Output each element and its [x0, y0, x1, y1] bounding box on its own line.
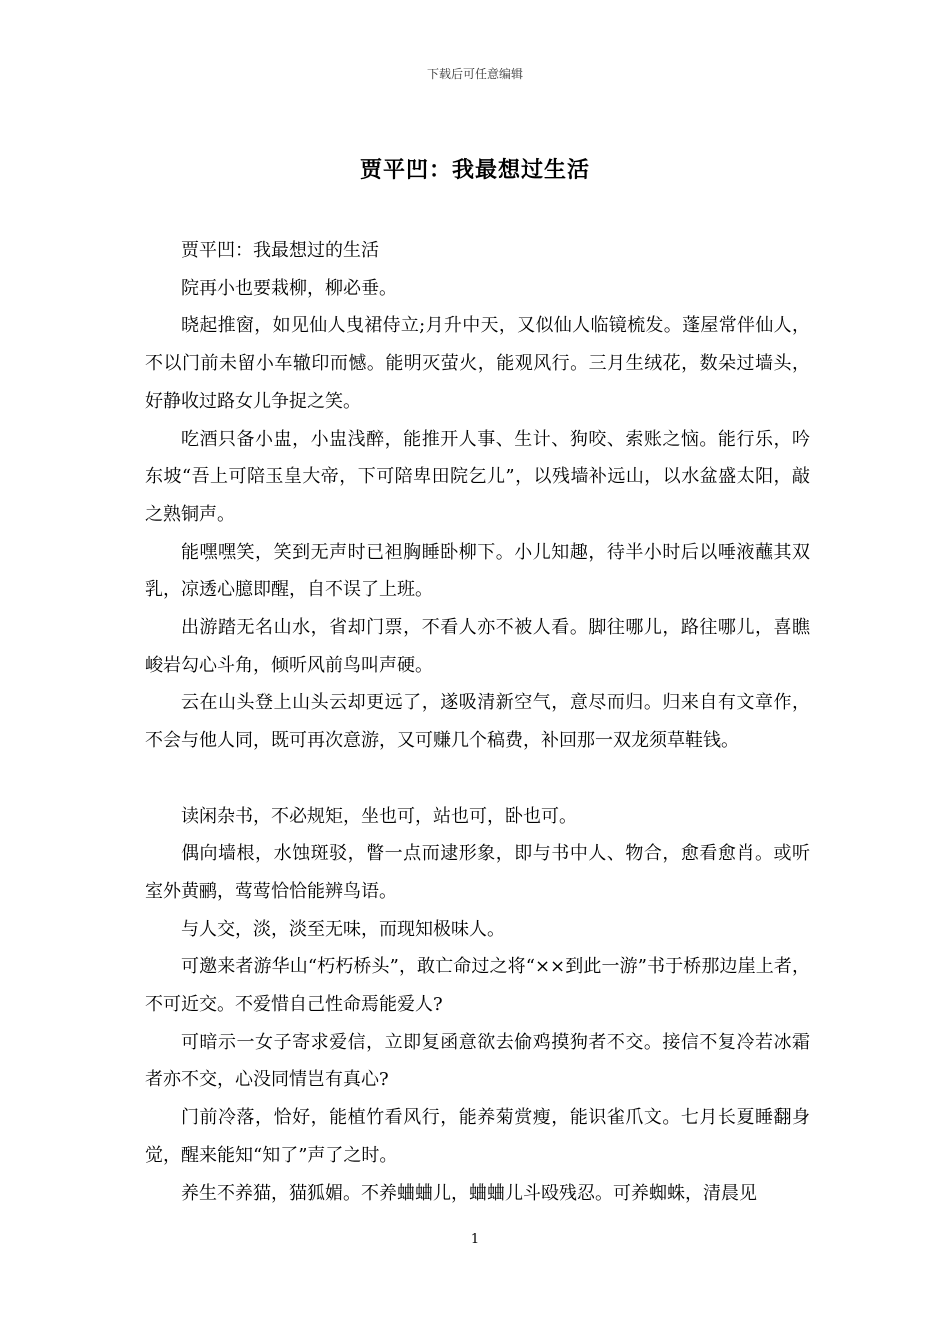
paragraph: 门前冷落，恰好，能植竹看风行，能养菊赏瘦，能识雀爪文。七月长夏睡翻身觉，醒来能知“知了”声了之时。 — [145, 1107, 810, 1166]
paragraph: 吃酒只备小盅，小盅浅醉，能推开人事、生计、狗咬、索账之恼。能行乐，吟东坡“吾上可陪玉皇大帝，下可陪卑田院乞儿”，以残墙补远山，以水盆盛太阳，敲之熟铜声。 — [145, 428, 810, 525]
paragraph: 可邀来者游华山“朽朽桥头”，敢亡命过之将“××到此一游”书于桥那边崖上者，不可近交。不爱惜自己性命焉能爱人? — [145, 956, 810, 1016]
paragraph: 读闲杂书，不必规矩，坐也可，站也可，卧也可。 — [181, 805, 577, 827]
paragraph: 能嘿嘿笑，笑到无声时已袒胸睡卧柳下。小儿知趣，待半小时后以唾液蘸其双乳，凉透心臆即醒，自不误了上班。 — [145, 541, 810, 601]
paragraph: 养生不养猫，猫狐媚。不养蛐蛐儿，蛐蛐儿斗殴残忍。可养蜘蛛，清晨见 — [181, 1182, 757, 1204]
paragraph: 与人交，淡，淡至无味，而现知极味人。 — [181, 918, 505, 940]
page-number: 1 — [470, 1232, 480, 1247]
paragraph: 云在山头登上山头云却更远了，遂吸清新空气，意尽而归。归来自有文章作，不会与他人同，既可再次意游，又可赚几个稿费，补回那一双龙须草鞋钱。 — [145, 692, 810, 752]
paragraph: 出游踏无名山水，省却门票，不看人亦不被人看。脚往哪儿，路往哪儿，喜瞧峻岩勾心斗角，倾听风前鸟叫声硬。 — [145, 617, 810, 676]
paragraph: 偶向墙根，水蚀斑驳，瞥一点而逮形象，即与书中人、物合，愈看愈肖。或听室外黄鹂，莺莺恰恰能辨鸟语。 — [145, 843, 810, 902]
document-body — [145, 232, 810, 1212]
paragraph: 贾平凹：我最想过的生活 — [181, 240, 379, 261]
header-note: 下载后可任意编辑 — [426, 67, 523, 81]
blank-paragraph — [145, 760, 810, 798]
paragraph: 院再小也要栽柳，柳必垂。 — [181, 277, 397, 299]
paragraph: 可暗示一女子寄求爱信，立即复函意欲去偷鸡摸狗者不交。接信不复冷若冰霜者亦不交，心没同情岂有真心? — [145, 1031, 810, 1091]
paragraph: 晓起推窗，如见仙人曳裙侍立;月升中天，又似仙人临镜梳发。蓬屋常伴仙人，不以门前未留小车辙印而憾。能明灭萤火，能观风行。三月生绒花，数朵过墙头，好静收过路女儿争捉之笑。 — [145, 315, 810, 412]
page-title: 贾平凹：我最想过生活 — [359, 157, 590, 183]
